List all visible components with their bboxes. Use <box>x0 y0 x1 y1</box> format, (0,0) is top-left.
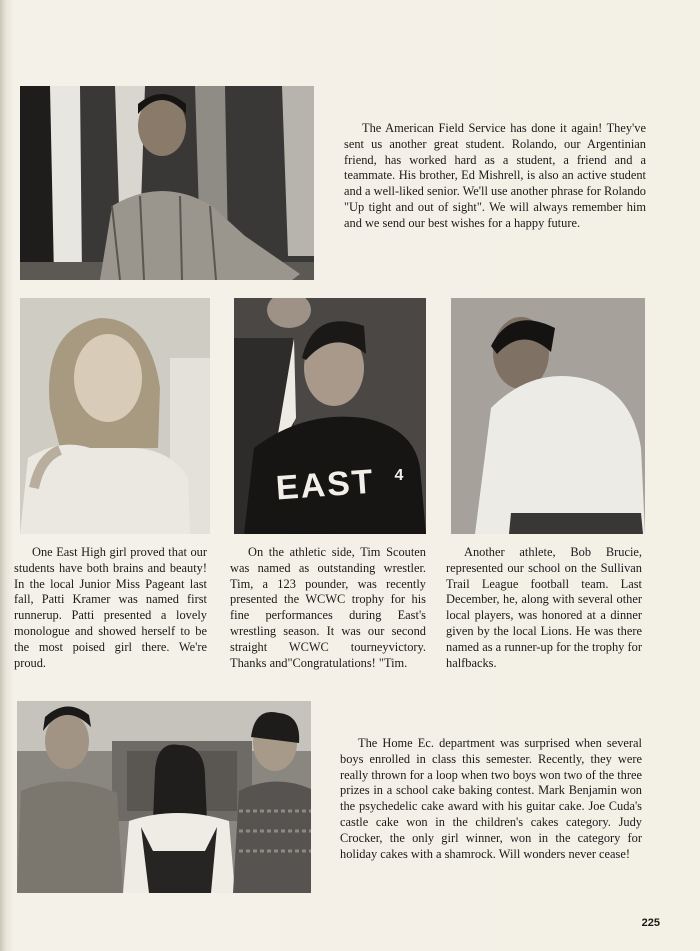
jersey-lettering: EAST <box>274 462 376 508</box>
story-afs-text: The American Field Service has done it again! They've sent us another great student. Rolando, our Argentinian friend, has worked hard as a student, a friend and a teammate. His brother, Ed Mishrell, is also an active student and a well-liked senior. We'll use another phrase for Rolando "Up tight and out of sight". We will always remember him and we send our best wishes for a happy future. <box>344 121 646 230</box>
photo-home-ec-bakers <box>17 701 311 893</box>
story-afs <box>344 121 646 232</box>
story-junior-miss-text: One East High girl proved that our students have both brains and beauty! In the local Junior Miss Pageant last fall, Patti Kramer was named first runnerup. Patti presented a lovely monologue and showed herself to be the most poised girl there. We're proud. <box>14 545 207 670</box>
photo-rolando <box>20 86 314 280</box>
photo-tim-scouten <box>234 298 426 534</box>
story-football-text: Another athlete, Bob Brucie, represented our school on the Sullivan Trail League football team. Last December, he, along with several other local players, was honored at a dinner given by the local Lions. He was there named as a runner-up for the trophy for halfbacks. <box>446 545 642 670</box>
story-wrestler <box>230 545 426 671</box>
story-football <box>446 545 642 671</box>
page-number: 225 <box>641 917 660 929</box>
story-wrestler-text: On the athletic side, Tim Scouten was named as outstanding wrestler. Tim, a 123 pounder, was recently presented the WCWC trophy for his fine performances during East's wrestling season. It was our second straight WCWC tourneyvictory. Thanks and"Congratulations! "Tim. <box>230 545 426 670</box>
jersey-number: 4 <box>394 467 404 484</box>
story-junior-miss <box>14 545 207 671</box>
photo-bob-brucie <box>451 298 645 534</box>
story-home-ec <box>340 736 642 862</box>
story-home-ec-text: The Home Ec. department was surprised when several boys enrolled in class this semester. Recently, they were really thrown for a loop when two boys won two of the three prizes in a school cake baking contest. Mark Benjamin won the psychedelic cake award with his guitar cake. Joe Cuda's castle cake won in the children's cakes category. Judy Crocker, the only girl winner, won in the category for holiday cakes with a shamrock. Will wonders never cease! <box>340 736 642 861</box>
photo-patti-kramer <box>20 298 210 534</box>
